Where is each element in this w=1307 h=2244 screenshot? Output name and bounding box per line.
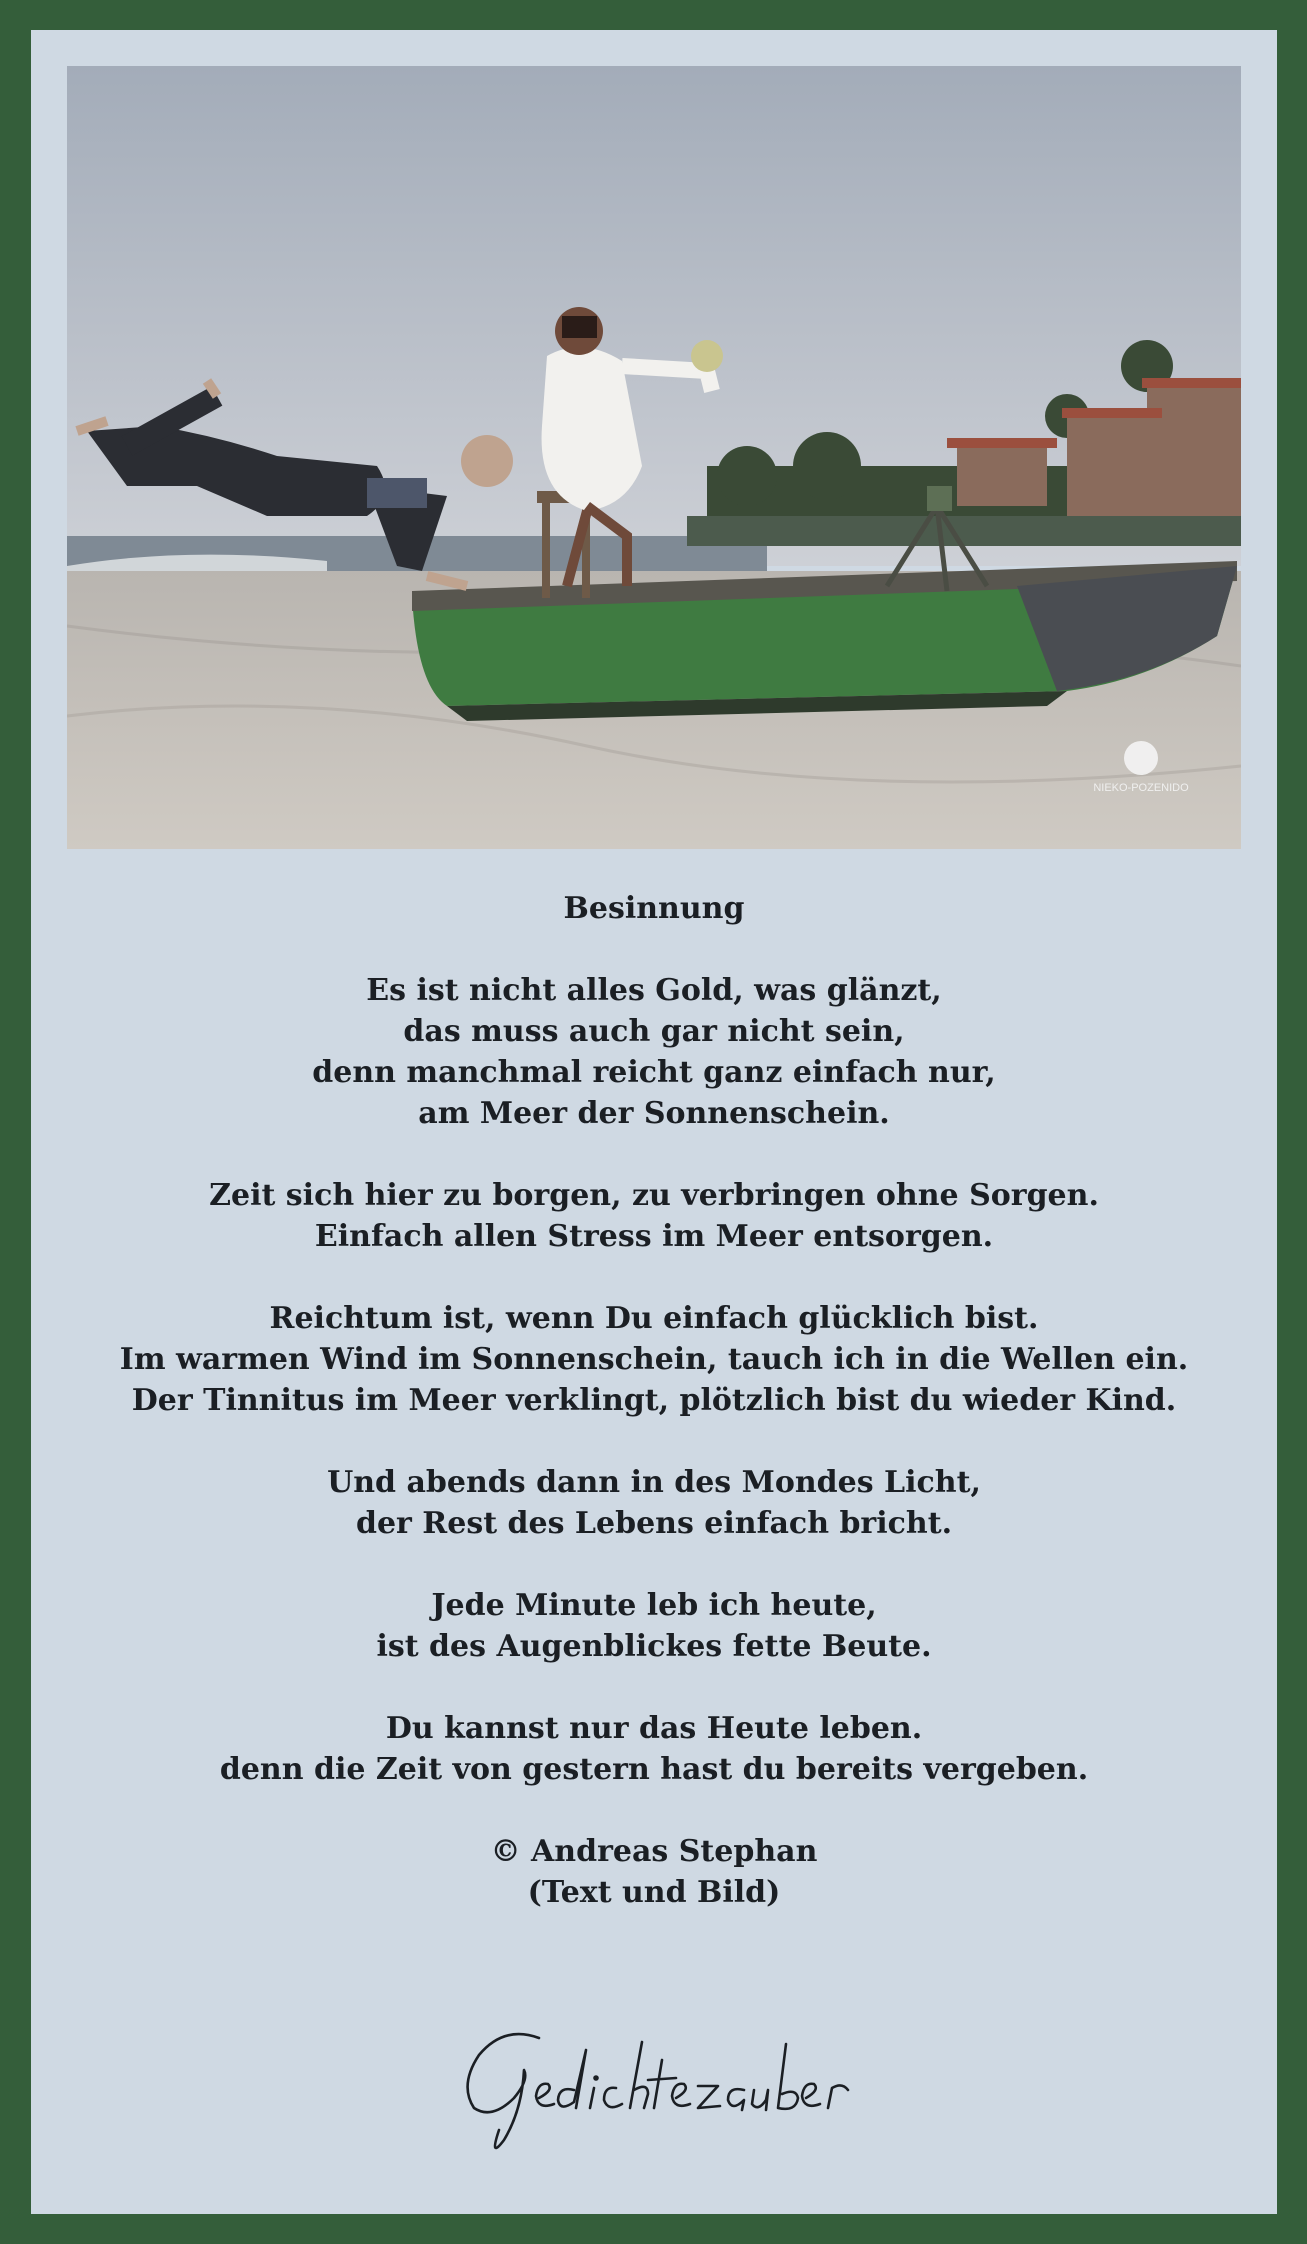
poem-line: am Meer der Sonnenschein. <box>418 1096 890 1131</box>
handwritten-signature-icon <box>444 2020 864 2160</box>
poem-line: Du kannst nur das Heute leben. <box>385 1711 923 1746</box>
poem-line: ist des Augenblickes fette Beute. <box>376 1629 932 1664</box>
stanza-4 <box>31 1462 1277 1544</box>
poem-line: denn die Zeit von gestern hast du bereits vergeben. <box>219 1752 1089 1787</box>
poem-line: Einfach allen Stress im Meer entsorgen. <box>314 1219 994 1254</box>
poem-line: Zeit sich hier zu borgen, zu verbringen ohne Sorgen. <box>209 1178 1099 1213</box>
poem-line: Und abends dann in des Mondes Licht, <box>327 1465 981 1500</box>
poem-line: Im warmen Wind im Sonnenschein, tauch ich in die Wellen ein. <box>119 1342 1189 1377</box>
stanza-6 <box>31 1708 1277 1790</box>
poem-credit <box>31 1831 1277 1913</box>
poem-text <box>31 888 1277 1913</box>
watermark-text: NIEKO-POZENIDO <box>1093 782 1189 794</box>
poem-line: das muss auch gar nicht sein, <box>403 1014 905 1049</box>
poem-title: Besinnung <box>563 891 745 926</box>
poem-line: Jede Minute leb ich heute, <box>431 1588 877 1623</box>
stanza-3 <box>31 1298 1277 1421</box>
author-line: © Andreas Stephan <box>490 1834 818 1869</box>
source-line: (Text und Bild) <box>527 1875 781 1910</box>
stanza-5 <box>31 1585 1277 1667</box>
poem-line: Reichtum ist, wenn Du einfach glücklich bist. <box>269 1301 1039 1336</box>
poem-line: denn manchmal reicht ganz einfach nur, <box>312 1055 996 1090</box>
stanza-1 <box>31 970 1277 1134</box>
poem-line: Es ist nicht alles Gold, was glänzt, <box>366 973 942 1008</box>
watermark-logo-icon <box>1124 741 1158 775</box>
poem-line: der Rest des Lebens einfach bricht. <box>355 1506 953 1541</box>
poem-line: Der Tinnitus im Meer verklingt, plötzlich bist du wieder Kind. <box>131 1383 1177 1418</box>
photo-illustration <box>67 66 1241 849</box>
poem-card <box>31 30 1277 2214</box>
beach-wedding-photo <box>67 66 1241 849</box>
signature-logo <box>31 2020 1277 2180</box>
stanza-2 <box>31 1175 1277 1257</box>
